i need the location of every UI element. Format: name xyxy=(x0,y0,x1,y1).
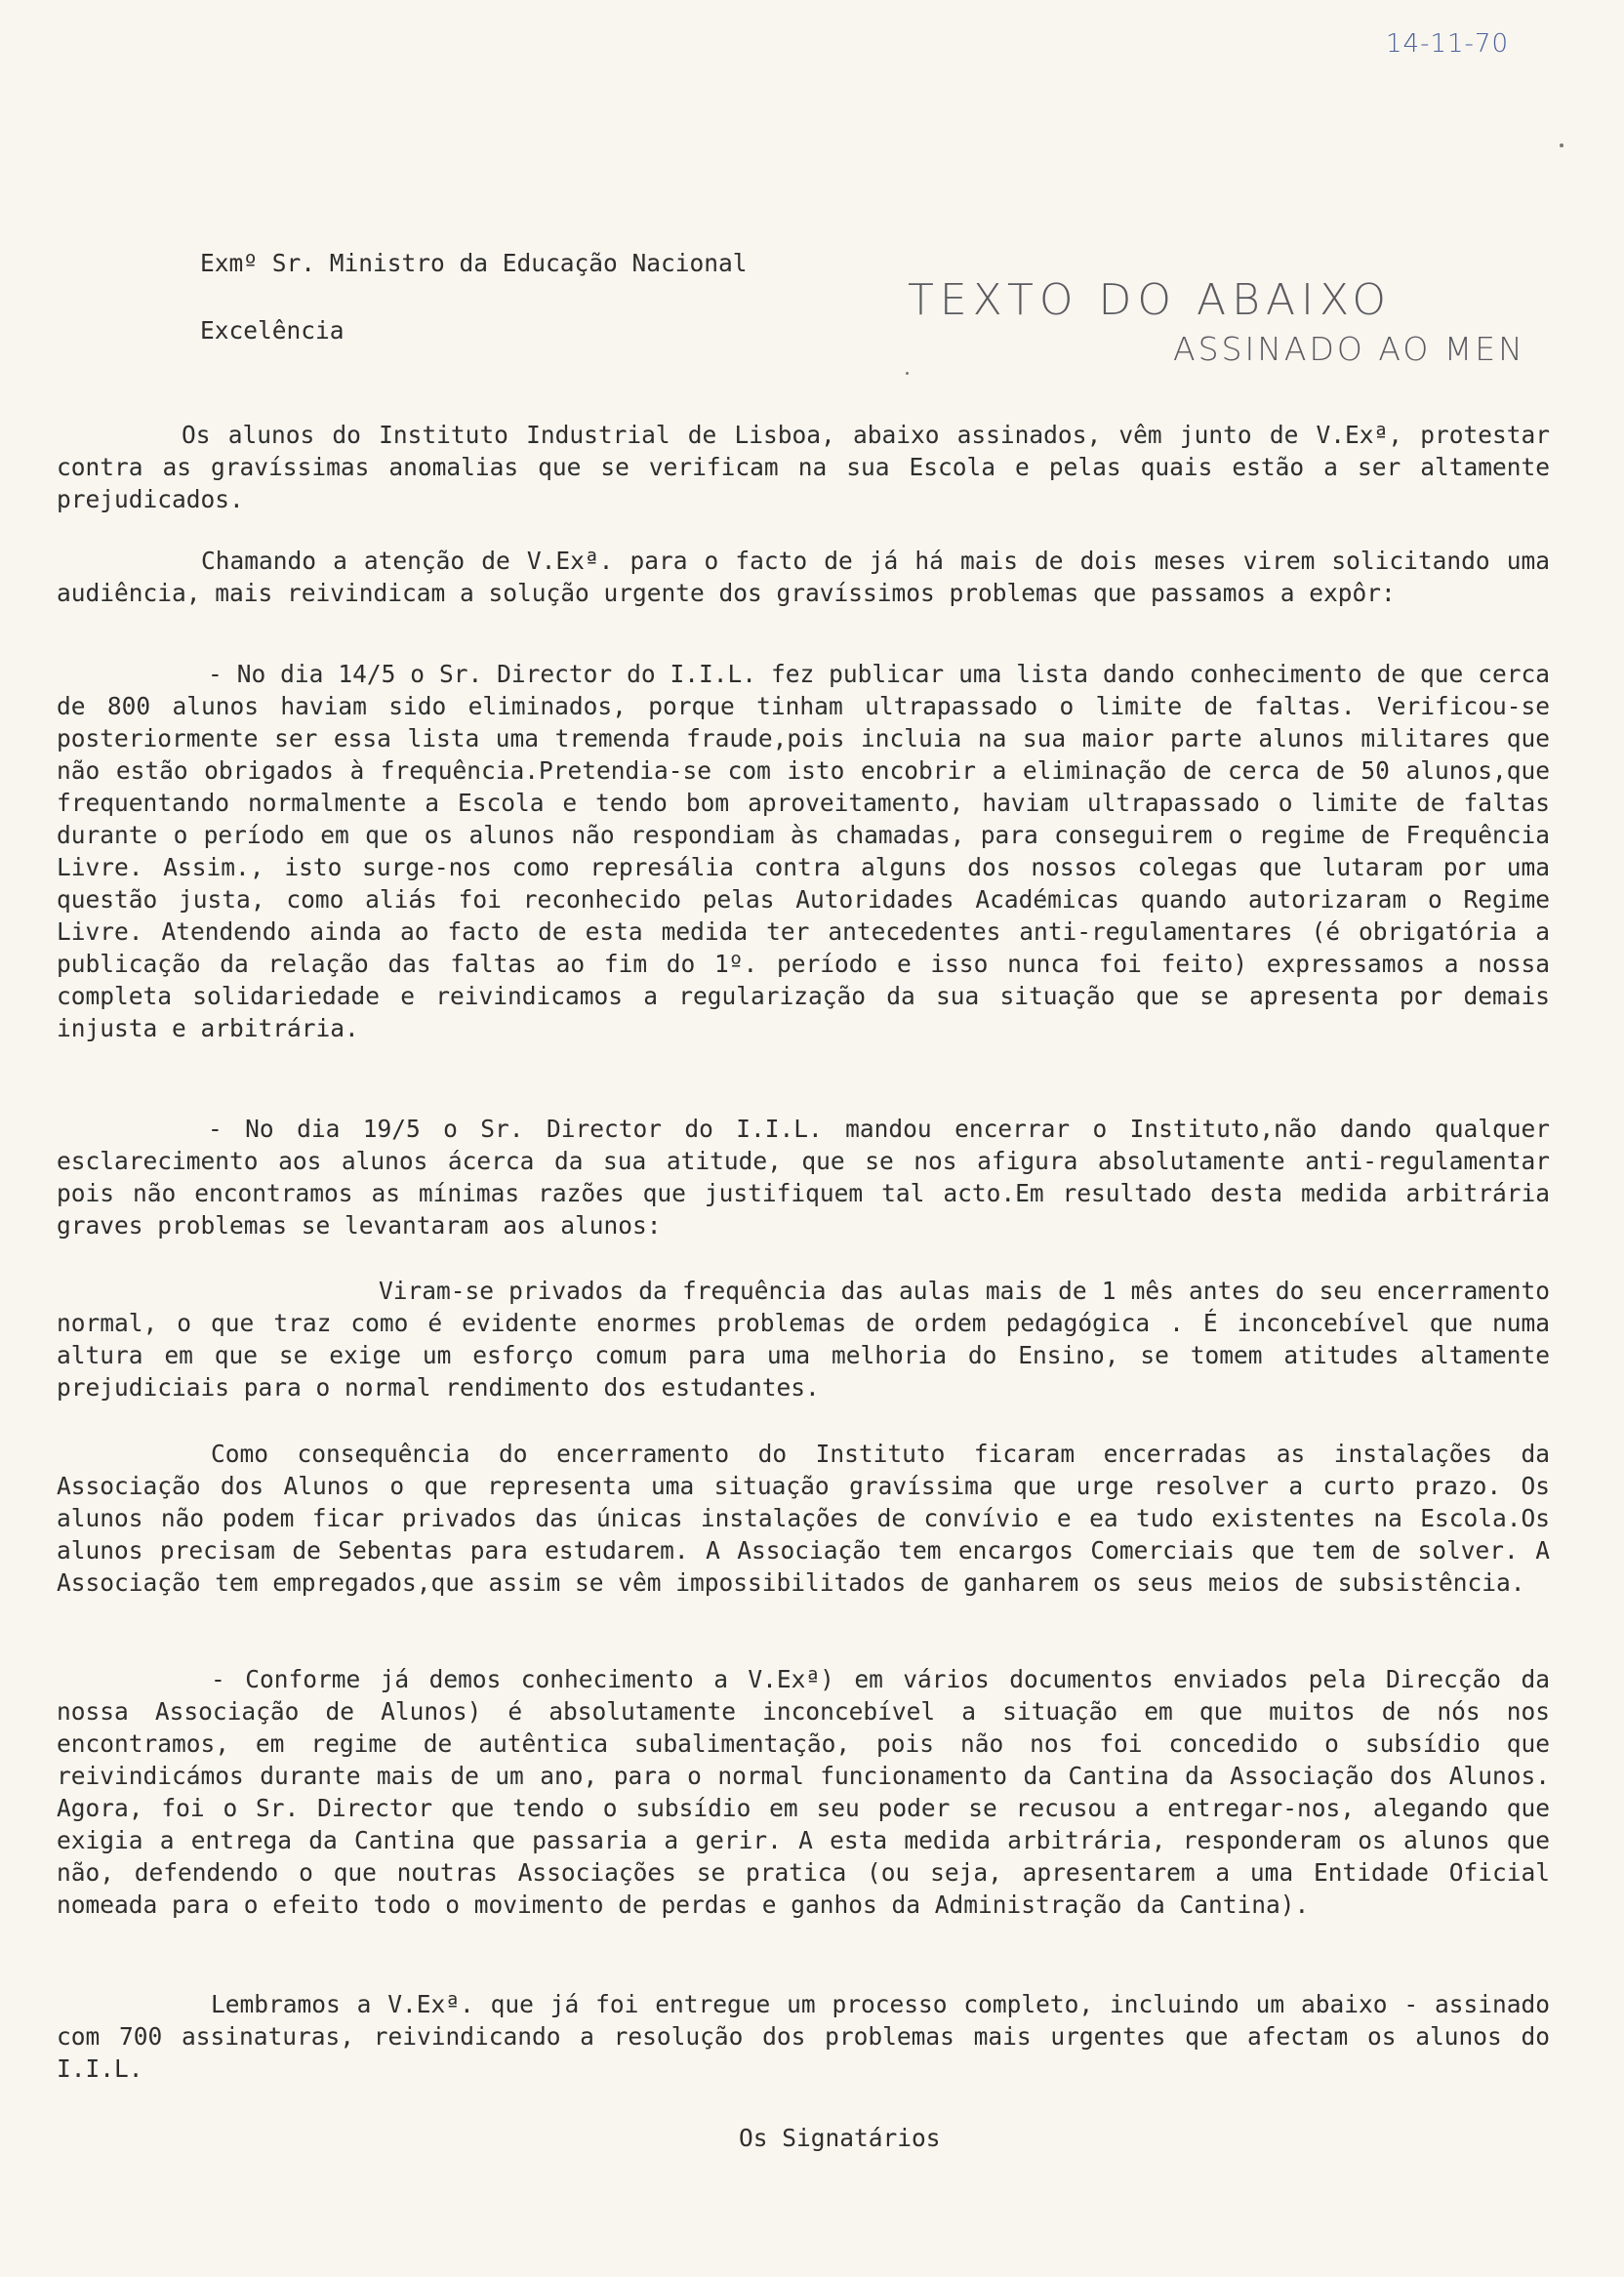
paragraph-intro: Os alunos do Instituto Industrial de Lisboa, abaixo assinados, vêm junto de V.Exª, protestar contra as gravíssimas anomalias que se verificam na sua Escola e pelas quais estão a ser altamente prejudicados. xyxy=(57,420,1550,513)
ink-speck xyxy=(1560,143,1563,147)
paragraph-association: Como consequência do encerramento do Instituto ficaram encerradas as instalações da Associação dos Alunos o que representa uma situação gravíssima que urge resolver a curto prazo. Os alunos não podem ficar privados das únicas instalações de convívio e ea tudo existentes na Escola.Os alunos precisam de Sebentas para estudarem. A Associação tem encargos Comerciais que tem de solver. A Associação tem empregados,que assim se vêm impossibilitados de ganharem os seus meios de subsistência. xyxy=(57,1439,1550,1597)
paragraph-audience: Chamando a atenção de V.Exª. para o facto de já há mais de dois meses virem solicitando uma audiência, mais reivindicam a solução urgente dos gravíssimos problemas que passamos a expôr: xyxy=(57,546,1550,607)
paragraph-elimination-list: - No dia 14/5 o Sr. Director do I.I.L. fez publicar uma lista dando conhecimento de que cerca de 800 alunos haviam sido eliminados, porque tinham ultrapassado o limite de faltas. Verificou-se posteriormente ser essa lista uma tremenda fraude,pois incluia na sua maior parte alunos militares que não estão obrigados à frequência.Pretendia-se com isto encobrir a eliminação de cerca de 50 alunos,que frequentando normalmente a Escola e tendo bom aproveitamento, haviam ultrapassado o limite de faltas durante o período em que os alunos não respondiam às chamadas, para conseguirem o regime de Frequência Livre. Assim., isto surge-nos como represália contra alguns dos nossos colegas que lutaram por uma questão justa, como aliás foi reconhecido pelas Autoridades Académicas quando autorizaram o Regime Livre. Atendendo ainda ao facto de esta medida ter antecedentes anti-regulamentares (é obrigatória a publicação da relação das faltas ao fim do 1º. período e isso nunca foi feito) expressamos a nossa completa solidariedade e reivindicamos a regularização da sua situação que se apresenta por demais injusta e arbitrária. xyxy=(57,659,1550,1042)
paragraph-classes-deprived: Viram-se privados da frequência das aulas mais de 1 mês antes do seu encerramento normal, o que traz como é evidente enormes problemas de ordem pedagógica . É inconcebível que numa altura em que se exige um esforço comum para uma melhoria do Ensino, se tomem atitudes altamente prejudiciais para o normal rendimento dos estudantes. xyxy=(57,1276,1550,1402)
signature-line: Os Signatários xyxy=(739,2124,941,2152)
paragraph-canteen: - Conforme já demos conhecimento a V.Exª) em vários documentos enviados pela Direcção da nossa Associação de Alunos) é absolutamente inconcebível a situação em que muitos de nós nos encontramos, em regime de autêntica subalimentação, pois não nos foi concedido o subsídio que reivindicámos durante mais de um ano, para o normal funcionamento da Cantina da Associação dos Alunos. Agora, foi o Sr. Director que tendo o subsídio em seu poder se recusou a entregar-nos, alegando que exigia a entrega da Cantina que passaria a gerir. A esta medida arbitrária, responderam os alunos que não, defendendo o que noutras Associações se pratica (ou seja, apresentarem a uma Entidade Oficial nomeada para o efeito todo o movimento de perdas e ganhos da Administração da Cantina). xyxy=(57,1664,1550,1919)
salutation: Excelência xyxy=(200,316,345,345)
handwritten-note-line-2: ASSINADO AO MEN xyxy=(1173,330,1525,368)
addressee: Exmº Sr. Ministro da Educação Nacional xyxy=(200,249,748,277)
paragraph-closure: - No dia 19/5 o Sr. Director do I.I.L. mandou encerrar o Instituto,não dando qualquer esclarecimento aos alunos ácerca da sua atitude, que se nos afigura absolutamente anti-regulamentar pois não encontramos as mínimas razões que justifiquem tal acto.Em resultado desta medida arbitrária graves problemas se levantaram aos alunos: xyxy=(57,1114,1550,1240)
ink-speck xyxy=(906,372,909,375)
handwritten-date: 14-11-70 xyxy=(1386,29,1510,59)
paragraph-reminder: Lembramos a V.Exª. que já foi entregue um processo completo, incluindo um abaixo - assinado com 700 assinaturas, reivindicando a resolução dos problemas mais urgentes que afectam os alunos do I.I.L. xyxy=(57,1989,1550,2083)
handwritten-note-line-1: TEXTO DO ABAIXO xyxy=(908,275,1392,325)
